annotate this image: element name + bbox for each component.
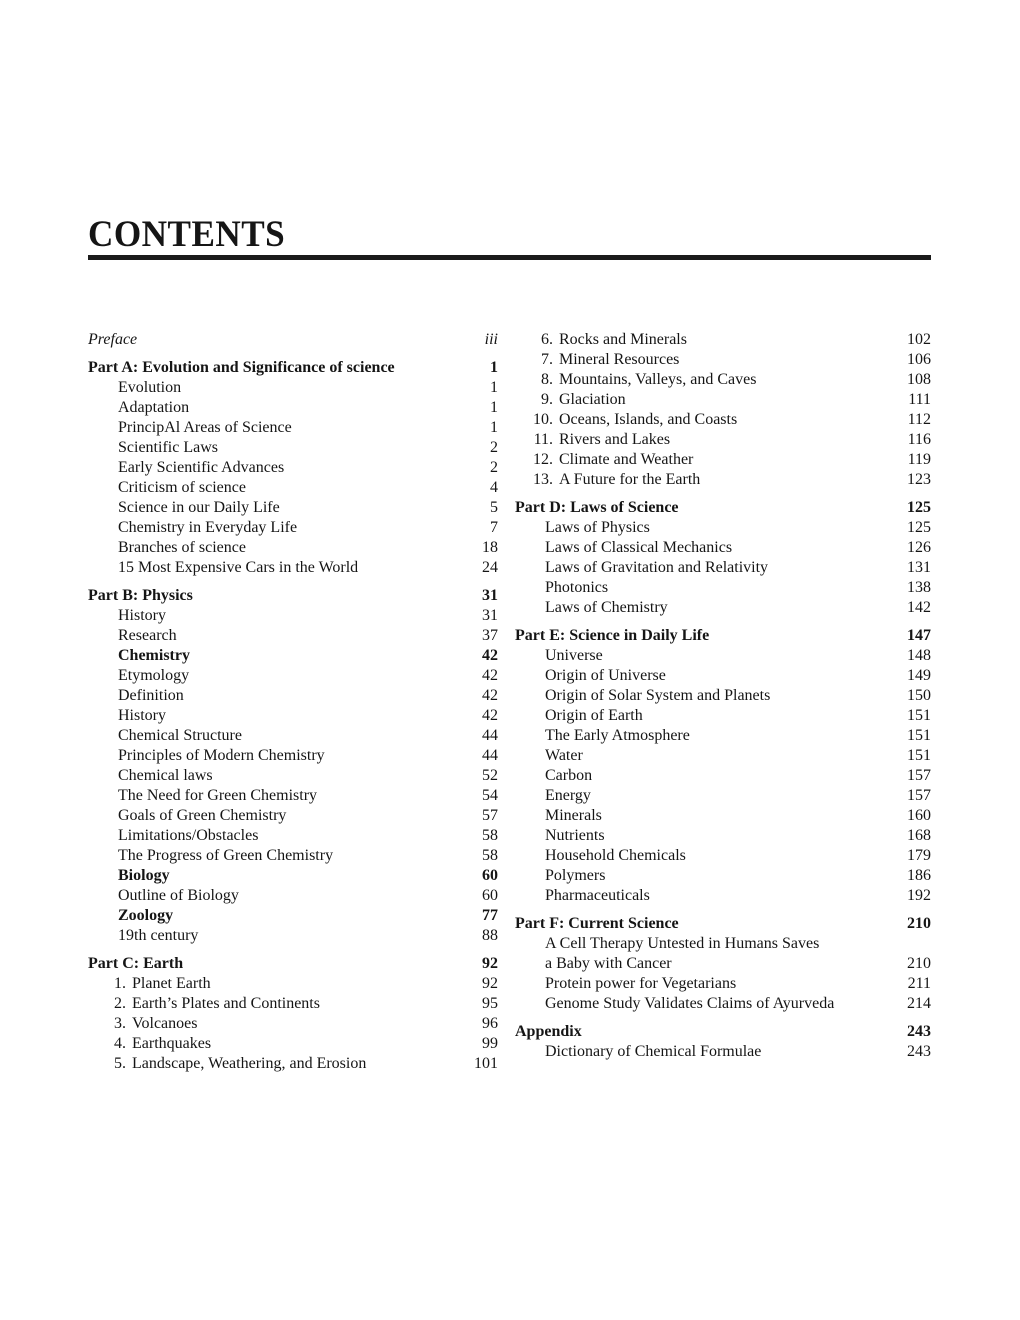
toc-entry-page: 58: [482, 827, 498, 844]
toc-entry-label: a Baby with Cancer: [545, 955, 672, 972]
toc-entry-label: History: [118, 707, 166, 724]
toc-entry-page: 243: [907, 1043, 931, 1060]
toc-entry-page: 179: [907, 847, 931, 864]
toc-entry-number: 10.: [533, 411, 553, 428]
toc-entry: [515, 450, 931, 470]
toc-entry: [515, 846, 931, 866]
toc-entry-label: 19th century: [118, 927, 199, 944]
toc-entry-page: 95: [482, 995, 498, 1012]
toc-entry-page: 1: [490, 399, 498, 416]
toc-entry-label: Genome Study Validates Claims of Ayurveda: [545, 995, 835, 1012]
toc-entry-page: 142: [907, 599, 931, 616]
toc-entry: [515, 538, 931, 558]
toc-entry: [88, 478, 498, 498]
toc-entry-page: 42: [482, 687, 498, 704]
toc-entry: [88, 458, 498, 478]
toc-entry-label: Pharmaceuticals: [545, 887, 650, 904]
toc-entry-label: Earth’s Plates and Continents: [132, 995, 320, 1012]
toc-entry-page: 151: [907, 707, 931, 724]
toc-entry-page: 77: [482, 907, 498, 924]
toc-entry: [515, 806, 931, 826]
toc-entry: [88, 518, 498, 538]
toc-entry-label: Part B: Physics: [88, 587, 193, 604]
toc-entry-page: 138: [907, 579, 931, 596]
toc-entry-page: 88: [482, 927, 498, 944]
toc-entry-label: Landscape, Weathering, and Erosion: [132, 1055, 367, 1072]
toc-entry-page: 2: [490, 439, 498, 456]
toc-entry: [515, 598, 931, 618]
toc-entry-label: Minerals: [545, 807, 602, 824]
toc-entry-label: Nutrients: [545, 827, 605, 844]
toc-entry: [88, 786, 498, 806]
toc-entry-label: Research: [118, 627, 177, 644]
toc-entry-label: Origin of Universe: [545, 667, 666, 684]
toc-entry-number: 11.: [533, 431, 553, 448]
toc-entry: [515, 370, 931, 390]
toc-entry-label: A Future for the Earth: [559, 471, 701, 488]
toc-entry: [88, 746, 498, 766]
toc-entry: [88, 846, 498, 866]
toc-entry: [88, 806, 498, 826]
toc-entry: [515, 686, 931, 706]
toc-entry: [515, 518, 931, 538]
toc-entry-label: Laws of Chemistry: [545, 599, 668, 616]
toc-entry-number: 5.: [114, 1055, 126, 1072]
toc-entry-number: 9.: [541, 391, 553, 408]
toc-entry-number: 7.: [541, 351, 553, 368]
toc-entry-page: 106: [907, 351, 931, 368]
toc-entry: [515, 934, 931, 954]
toc-entry-label: Goals of Green Chemistry: [118, 807, 287, 824]
toc-entry-label: The Need for Green Chemistry: [118, 787, 318, 804]
toc-entry-label: Earthquakes: [132, 1035, 212, 1052]
toc-entry-number: 1.: [114, 975, 126, 992]
toc-entry-label: Rocks and Minerals: [559, 331, 687, 348]
toc-entry-label: PrincipAl Areas of Science: [118, 419, 292, 436]
toc-entry-page: 148: [907, 647, 931, 664]
toc-entry-page: 151: [907, 747, 931, 764]
toc-entry-label: Planet Earth: [132, 975, 211, 992]
toc-entry-label: Definition: [118, 687, 184, 704]
toc-entry-label: Laws of Classical Mechanics: [545, 539, 733, 556]
toc-entry-number: 6.: [541, 331, 553, 348]
toc-entry-label: Part D: Laws of Science: [515, 499, 679, 516]
toc-entry-page: 37: [482, 627, 498, 644]
toc-entry-label: Household Chemicals: [545, 847, 686, 864]
toc-entry: [88, 626, 498, 646]
toc-entry: [88, 686, 498, 706]
toc-entry-page: 92: [482, 975, 498, 992]
toc-entry-page: 151: [907, 727, 931, 744]
toc-entry-label: A Cell Therapy Untested in Humans Saves: [545, 935, 820, 952]
toc-entry-page: 60: [482, 867, 498, 884]
toc-entry: [515, 914, 931, 934]
toc-entry-number: 2.: [114, 995, 126, 1012]
toc-entry-page: 57: [482, 807, 498, 824]
toc-entry-label: Science in our Daily Life: [118, 499, 280, 516]
toc-entry-page: 192: [907, 887, 931, 904]
toc-entry-label: Laws of Gravitation and Relativity: [545, 559, 769, 576]
toc-entry-label: Origin of Earth: [545, 707, 643, 724]
toc-entry: [515, 706, 931, 726]
toc-entry-page: 108: [907, 371, 931, 388]
toc-entry-page: 5: [490, 499, 498, 516]
toc-entry-number: 13.: [533, 471, 553, 488]
title-rule: [88, 255, 931, 260]
toc-entry-page: 54: [482, 787, 498, 804]
toc-entry-page: 157: [907, 767, 931, 784]
toc-entry-label: Mountains, Valleys, and Caves: [559, 371, 757, 388]
toc-entry: [88, 498, 498, 518]
toc-entry-label: Branches of science: [118, 539, 246, 556]
toc-column-left: [88, 330, 498, 1074]
toc-entry-page: 31: [482, 587, 498, 604]
toc-entry-number: 3.: [114, 1015, 126, 1032]
toc-column-right: [515, 330, 931, 1074]
toc-entry: [515, 994, 931, 1014]
toc-entry-page: 1: [490, 359, 498, 376]
toc-entry: [88, 558, 498, 578]
toc-entry-page: 31: [482, 607, 498, 624]
toc-entry-page: 92: [482, 955, 498, 972]
toc-entry-label: Part A: Evolution and Significance of science: [88, 359, 395, 376]
toc-columns: [88, 330, 931, 1074]
toc-entry: [88, 646, 498, 666]
toc-entry: [88, 866, 498, 886]
toc-entry-label: Water: [545, 747, 583, 764]
toc-entry-label: Biology: [118, 867, 170, 884]
toc-entry-label: Adaptation: [118, 399, 190, 416]
toc-entry: [515, 330, 931, 350]
toc-entry: [515, 578, 931, 598]
toc-entry-page: 125: [907, 519, 931, 536]
toc-entry-page: 52: [482, 767, 498, 784]
toc-entry-label: Energy: [545, 787, 591, 804]
toc-entry-label: Universe: [545, 647, 603, 664]
toc-entry: [88, 330, 498, 350]
toc-entry-page: 96: [482, 1015, 498, 1032]
toc-entry-label: Preface: [88, 331, 138, 348]
toc-entry-page: 42: [482, 667, 498, 684]
toc-entry: [88, 586, 498, 606]
toc-entry: [88, 706, 498, 726]
toc-entry-label: Climate and Weather: [559, 451, 694, 468]
toc-entry-page: 24: [482, 559, 498, 576]
toc-entry-label: 15 Most Expensive Cars in the World: [118, 559, 359, 576]
toc-entry-label: Appendix: [515, 1023, 582, 1040]
toc-entry-page: 111: [908, 391, 931, 408]
toc-entry-page: 7: [490, 519, 498, 536]
toc-entry: [515, 886, 931, 906]
toc-entry-page: 18: [482, 539, 498, 556]
toc-entry-label: Etymology: [118, 667, 190, 684]
toc-entry: [515, 866, 931, 886]
toc-entry-label: Principles of Modern Chemistry: [118, 747, 325, 764]
toc-entry-label: Chemical laws: [118, 767, 213, 784]
toc-entry: [88, 606, 498, 626]
toc-entry-number: 8.: [541, 371, 553, 388]
toc-entry-page: 119: [907, 451, 931, 468]
toc-entry-page: 42: [482, 707, 498, 724]
toc-entry-page: 157: [907, 787, 931, 804]
toc-entry: [88, 418, 498, 438]
toc-entry-label: Origin of Solar System and Planets: [545, 687, 771, 704]
toc-entry: [88, 358, 498, 378]
toc-entry: [88, 766, 498, 786]
toc-entry: [515, 646, 931, 666]
toc-entry-page: 1: [490, 419, 498, 436]
toc-entry: [515, 350, 931, 370]
toc-entry-page: 116: [907, 431, 931, 448]
toc-entry-number: 12.: [533, 451, 553, 468]
toc-entry: [88, 1034, 498, 1054]
toc-entry-label: Mineral Resources: [559, 351, 680, 368]
toc-entry: [88, 954, 498, 974]
toc-entry-page: 168: [907, 827, 931, 844]
toc-entry-page: 2: [490, 459, 498, 476]
toc-entry: [88, 538, 498, 558]
toc-entry: [515, 390, 931, 410]
toc-entry: [515, 1042, 931, 1062]
toc-entry-page: 210: [907, 955, 931, 972]
toc-entry: [88, 994, 498, 1014]
toc-entry: [88, 726, 498, 746]
toc-entry: [515, 826, 931, 846]
toc-entry-label: Part F: Current Science: [515, 915, 679, 932]
toc-entry: [88, 398, 498, 418]
toc-entry-page: 125: [907, 499, 931, 516]
toc-entry-page: 210: [907, 915, 931, 932]
toc-entry-label: History: [118, 607, 166, 624]
toc-entry-label: Criticism of science: [118, 479, 246, 496]
toc-entry-page: 150: [907, 687, 931, 704]
toc-entry: [88, 1014, 498, 1034]
toc-entry-page: 186: [907, 867, 931, 884]
toc-entry-label: Part C: Earth: [88, 955, 184, 972]
toc-entry-page: 101: [474, 1055, 498, 1072]
toc-entry: [88, 906, 498, 926]
toc-entry-label: Limitations/Obstacles: [118, 827, 259, 844]
toc-entry: [515, 410, 931, 430]
toc-entry-page: 102: [907, 331, 931, 348]
toc-entry: [515, 766, 931, 786]
toc-entry-label: Carbon: [545, 767, 593, 784]
toc-entry-label: Oceans, Islands, and Coasts: [559, 411, 738, 428]
toc-entry: [88, 886, 498, 906]
toc-entry: [515, 498, 931, 518]
toc-entry: [515, 954, 931, 974]
toc-entry-page: 42: [482, 647, 498, 664]
toc-entry-page: 112: [907, 411, 931, 428]
toc-entry: [515, 974, 931, 994]
toc-entry-label: Chemistry: [118, 647, 190, 664]
toc-entry-label: Part E: Science in Daily Life: [515, 627, 710, 644]
toc-entry-label: Protein power for Vegetarians: [545, 975, 737, 992]
toc-entry-label: Chemical Structure: [118, 727, 242, 744]
toc-entry: [88, 926, 498, 946]
toc-entry: [515, 470, 931, 490]
toc-entry: [88, 438, 498, 458]
toc-entry-label: Chemistry in Everyday Life: [118, 519, 298, 536]
toc-entry: [515, 430, 931, 450]
toc-entry-page: 1: [490, 379, 498, 396]
toc-entry-label: Evolution: [118, 379, 182, 396]
toc-entry-label: Early Scientific Advances: [118, 459, 285, 476]
toc-entry-page: 126: [907, 539, 931, 556]
toc-entry-page: 149: [907, 667, 931, 684]
toc-entry-page: iii: [484, 331, 498, 348]
toc-entry-label: The Progress of Green Chemistry: [118, 847, 334, 864]
toc-entry-label: Volcanoes: [132, 1015, 198, 1032]
toc-entry: [515, 1022, 931, 1042]
toc-entry-page: 99: [482, 1035, 498, 1052]
toc-entry-label: Polymers: [545, 867, 606, 884]
toc-entry-number: 4.: [114, 1035, 126, 1052]
toc-entry: [515, 558, 931, 578]
toc-entry: [515, 666, 931, 686]
toc-entry-label: The Early Atmosphere: [545, 727, 690, 744]
toc-entry-label: Glaciation: [559, 391, 626, 408]
toc-entry-page: 4: [490, 479, 498, 496]
toc-entry: [515, 726, 931, 746]
toc-entry-page: 60: [482, 887, 498, 904]
toc-entry-page: 44: [482, 727, 498, 744]
toc-entry-label: Zoology: [118, 907, 174, 924]
toc-entry: [515, 786, 931, 806]
toc-entry: [515, 746, 931, 766]
toc-entry-label: Dictionary of Chemical Formulae: [545, 1043, 762, 1060]
toc-entry: [88, 826, 498, 846]
toc-entry-page: 131: [907, 559, 931, 576]
toc-entry: [88, 974, 498, 994]
page-title: CONTENTS: [88, 214, 286, 255]
toc-entry-page: 211: [907, 975, 931, 992]
toc-entry-label: Rivers and Lakes: [559, 431, 671, 448]
toc-entry: [88, 378, 498, 398]
toc-entry-page: 44: [482, 747, 498, 764]
toc-entry-label: Laws of Physics: [545, 519, 650, 536]
toc-entry-label: Outline of Biology: [118, 887, 239, 904]
toc-entry-page: 243: [907, 1023, 931, 1040]
toc-entry-page: 58: [482, 847, 498, 864]
toc-entry-page: 160: [907, 807, 931, 824]
toc-entry: [88, 1054, 498, 1074]
toc-entry-page: 147: [907, 627, 931, 644]
toc-entry-label: Photonics: [545, 579, 609, 596]
toc-entry-label: Scientific Laws: [118, 439, 218, 456]
toc-entry-page: 214: [907, 995, 931, 1012]
toc-entry: [515, 626, 931, 646]
toc-entry-page: 123: [907, 471, 931, 488]
toc-entry: [88, 666, 498, 686]
